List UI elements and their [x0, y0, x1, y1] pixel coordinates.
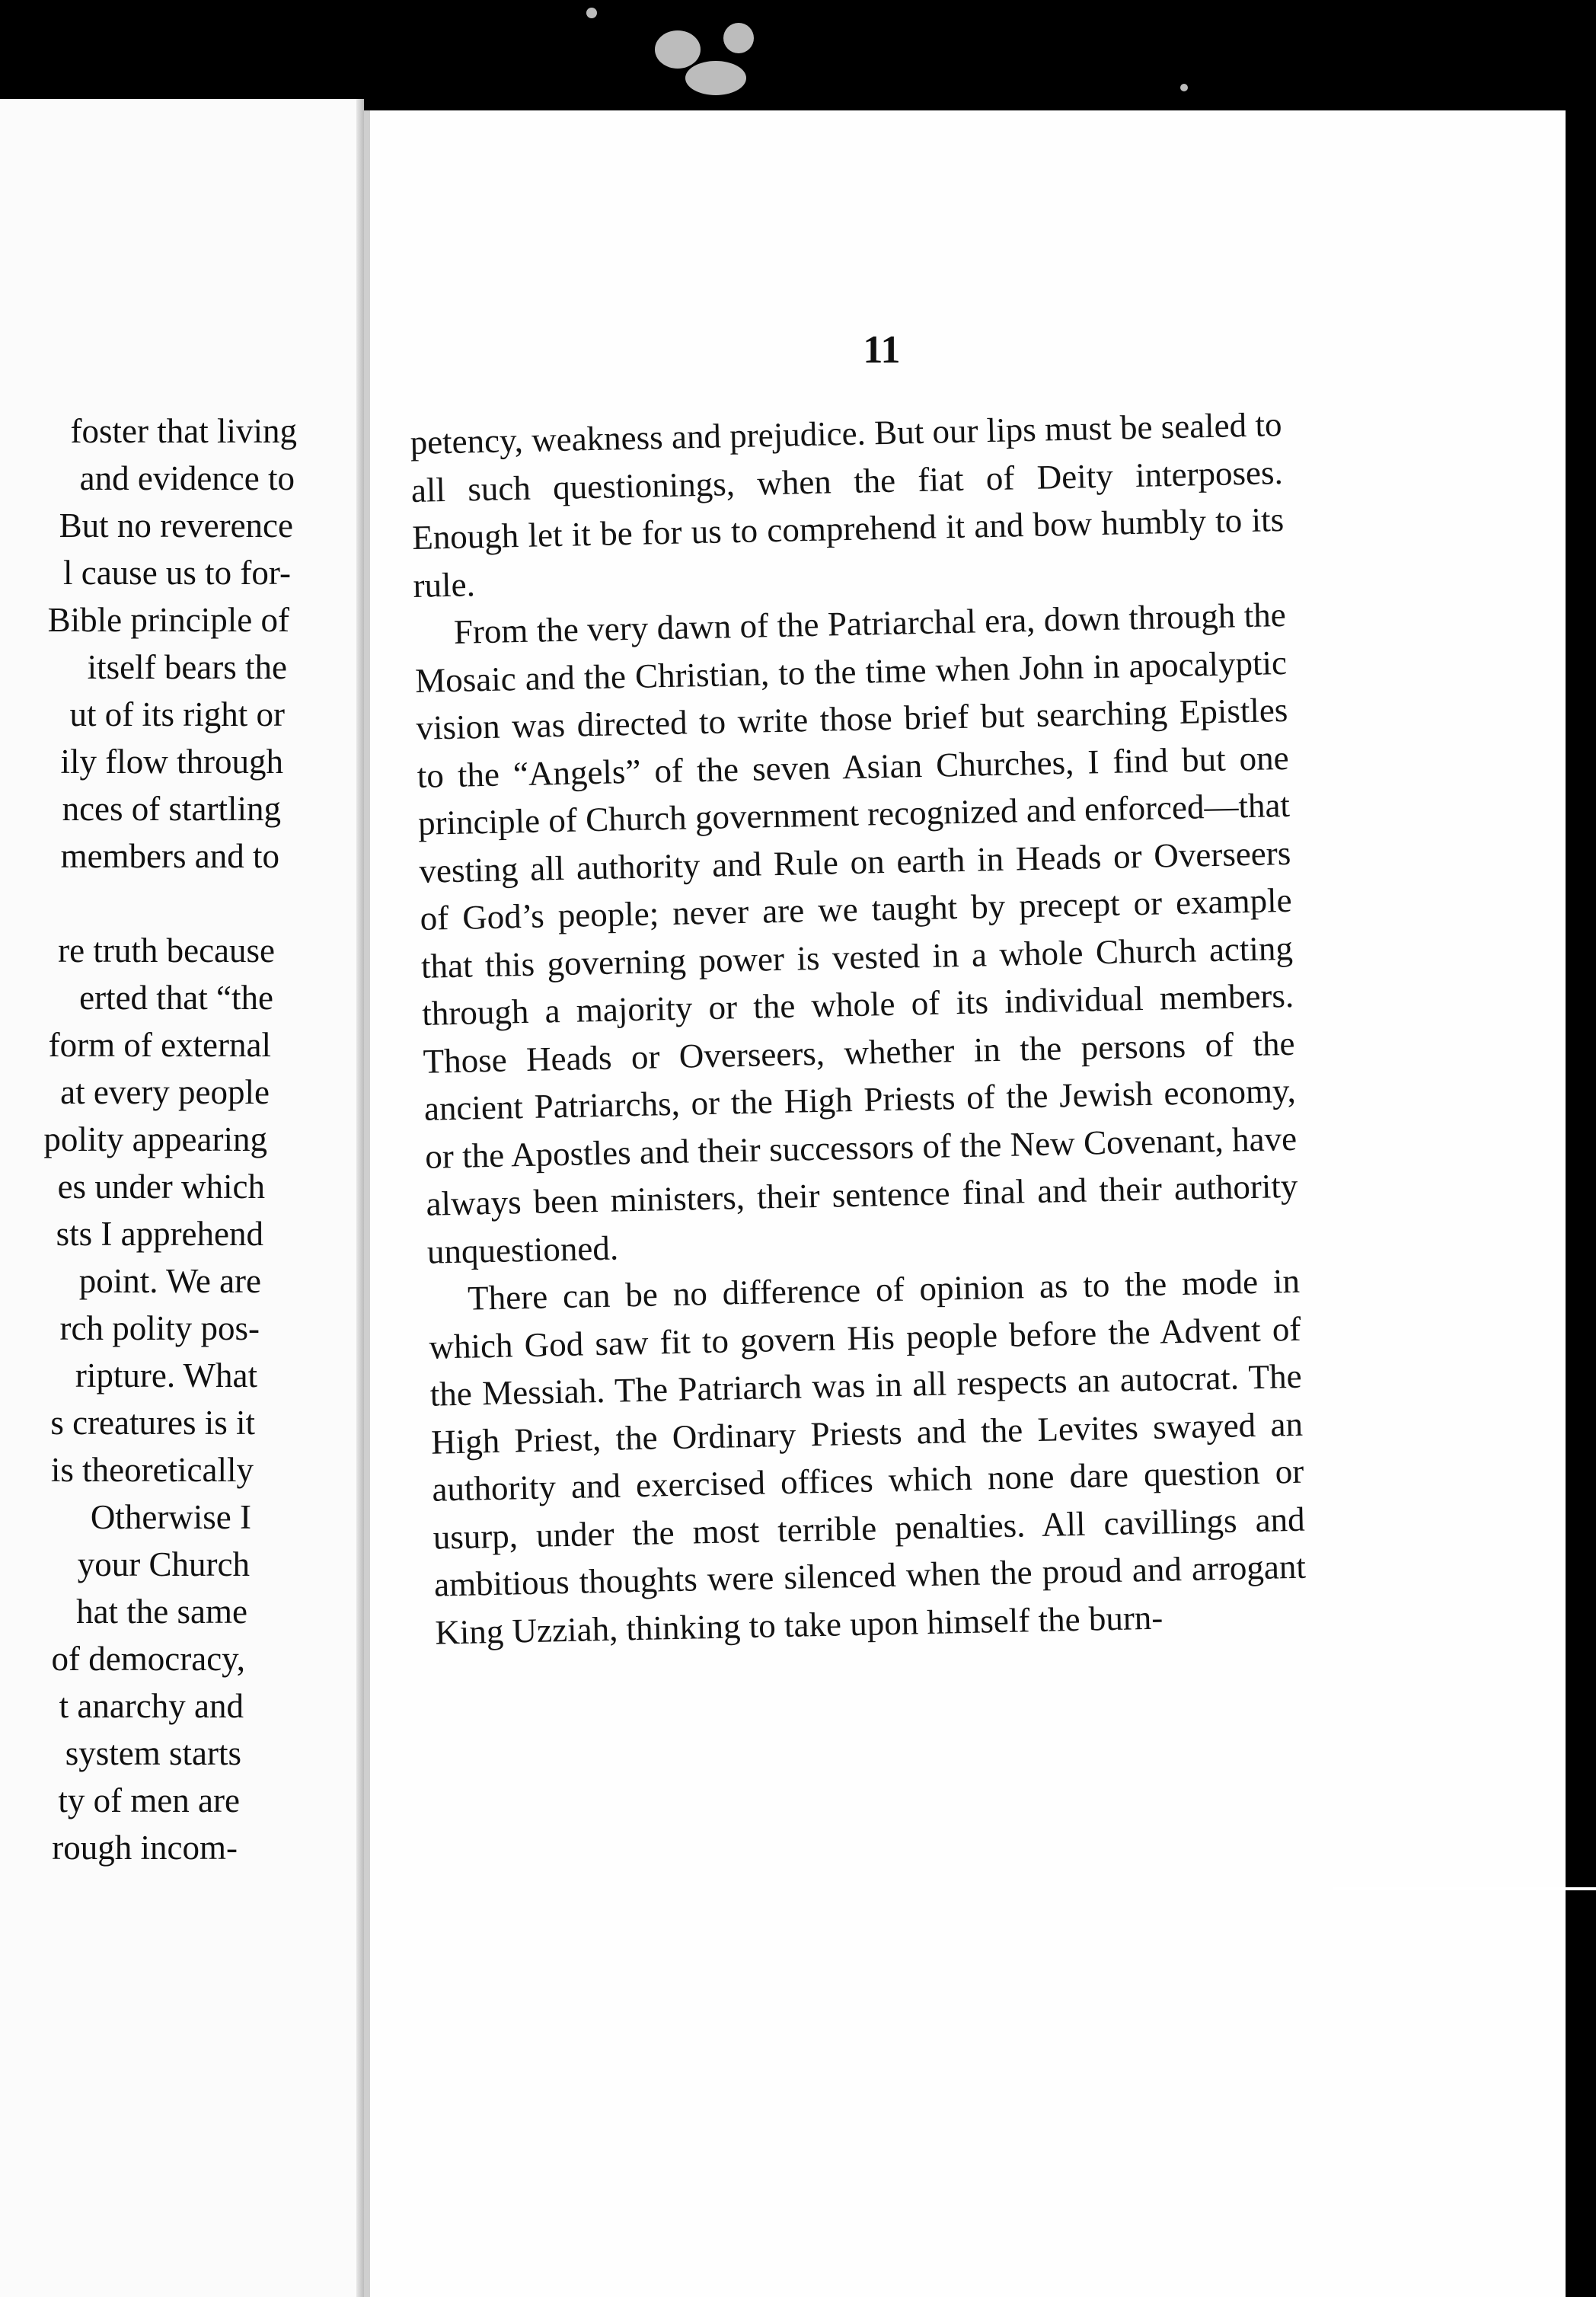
left-page-line: s creatures is it	[50, 1404, 255, 1442]
fold-line	[1333, 1887, 1596, 1890]
right-page	[364, 110, 1566, 2297]
dust-speck	[685, 61, 746, 95]
paragraph: There can be no difference of opinion as to the mode in which God saw fit to govern His people before the Advent of the Messiah. The Patriarch was in all respects an autocrat. The High Priest, the Ordinary Priests and the Levites swayed an authority and exercised offices which none dare question or usurp, under the most terrible penalties. All cavillings and ambitious thoughts were silenced when the proud and arrogant King Uzziah, thinking to take upon himself the burn-	[428, 1261, 1307, 1652]
left-page-line: l cause us to for-	[62, 554, 291, 592]
left-page-line: form of external	[48, 1026, 271, 1064]
left-page-line: erted that “the	[79, 979, 273, 1017]
left-page-line: But no reverence	[59, 506, 293, 545]
left-page-line: of democracy,	[51, 1640, 245, 1678]
dust-speck	[723, 23, 754, 53]
left-page-line: at every people	[60, 1073, 270, 1111]
left-page-line: nces of startling	[62, 790, 281, 828]
left-page-line: re truth because	[58, 931, 275, 970]
left-page-line: itself bears the	[87, 648, 287, 686]
left-page-line: Bible principle of	[47, 601, 289, 639]
left-page-line: rough incom-	[52, 1829, 238, 1867]
left-page-line: your Church	[77, 1545, 250, 1583]
paragraph: From the very dawn of the Patriarchal era, down through the Mosaic and the Christian, to the time when John in apocalyptic vision was directed to write those brief but searching Epistles to the “Angels” of the seven Asian Churches, I find but one principle of Church government recognized and enforced—that vesting all authority and Rule on earth in Heads or Overseers of God’s people; never are we taught by precept or example that this governing power is vested in a whole Church acting through a majority or the whole of its individual members. Those Heads or Overseers, whether in the persons of the ancient Patriarchs, or the High Priests of the Jewish economy, or the Apostles and their successors of the New Covenant, have always been ministers, their sentence final and their authority unquestioned.	[414, 595, 1298, 1271]
left-page-line: rch polity pos-	[59, 1309, 260, 1347]
left-page-line: and evidence to	[79, 459, 295, 497]
page-number: 11	[863, 328, 901, 372]
left-page-line: system starts	[65, 1734, 241, 1772]
paragraph: petency, weakness and prejudice. But our lips must be sealed to all such questionings, when the fiat of Deity interposes. Enough let it be for us to comprehend it and bow humbly to its rule.	[410, 405, 1285, 605]
left-page-line: is theoretically	[50, 1451, 254, 1489]
left-page-line: es under which	[57, 1168, 265, 1206]
dust-speck	[1180, 84, 1188, 91]
left-page-line: Otherwise I	[90, 1498, 251, 1536]
left-page-line: ty of men are	[58, 1781, 240, 1819]
left-page	[0, 99, 364, 2297]
left-page-line: point. We are	[78, 1262, 261, 1300]
left-page-line: t anarchy and	[59, 1687, 244, 1725]
body-text	[410, 401, 1307, 1656]
left-page-line: sts I apprehend	[56, 1215, 263, 1253]
dust-speck	[586, 8, 597, 18]
dust-speck	[655, 30, 701, 69]
left-page-line: ripture. What	[75, 1356, 257, 1394]
left-page-line: polity appearing	[43, 1120, 267, 1158]
left-page-line: members and to	[60, 837, 279, 875]
left-page-line: hat the same	[76, 1593, 247, 1631]
gutter-shadow	[356, 99, 364, 2297]
left-page-line: ily flow through	[60, 743, 283, 781]
left-page-line: ut of its right or	[69, 695, 285, 733]
page-edge	[364, 110, 370, 2297]
left-page-line: foster that living	[70, 412, 297, 450]
